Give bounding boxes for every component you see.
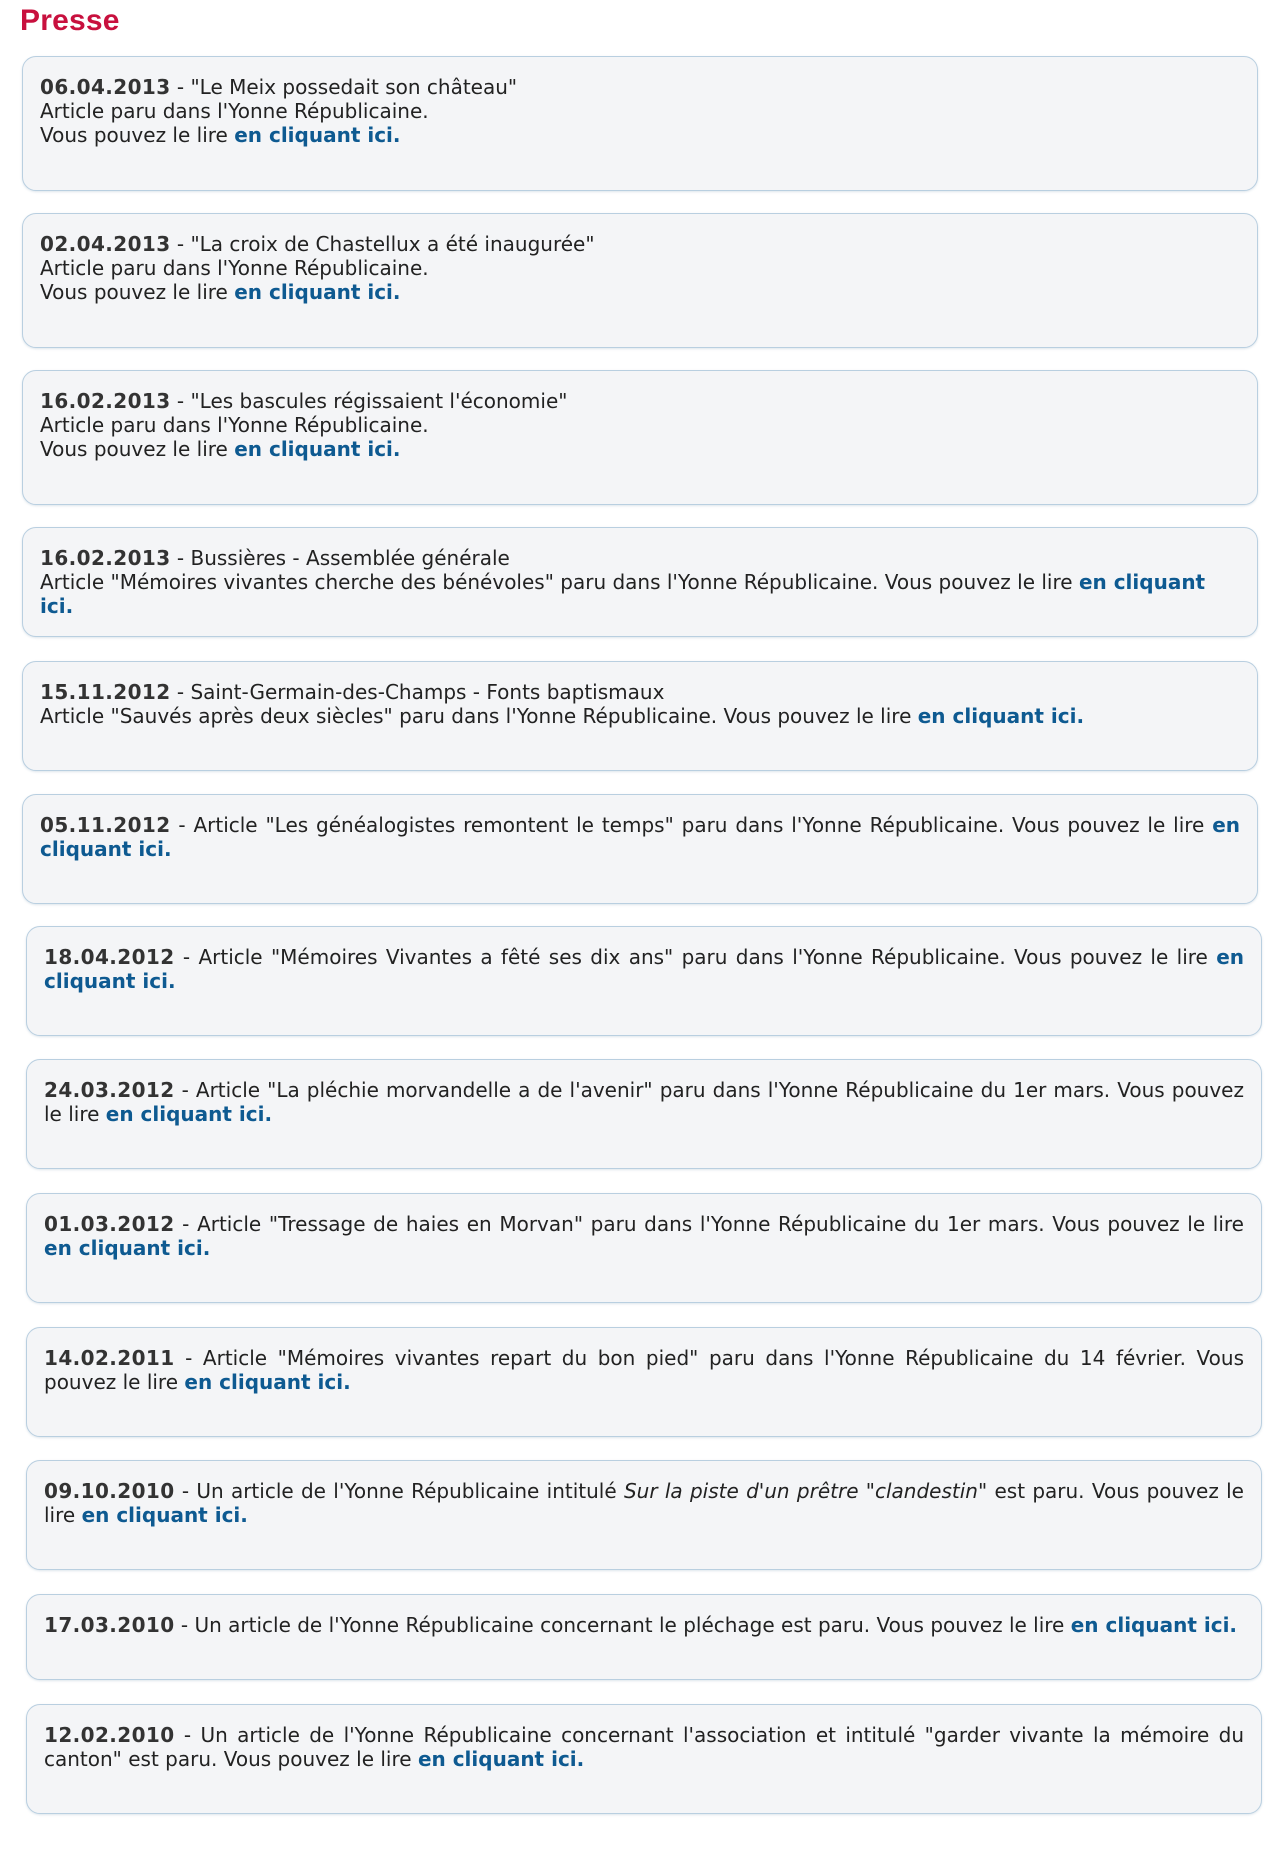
read-article-link[interactable]: en cliquant ici. (1070, 1613, 1238, 1637)
press-article-card (22, 527, 1258, 637)
read-article-link[interactable]: en cliquant ici. (40, 813, 1241, 861)
article-date: 16.02.2013 (40, 546, 171, 570)
read-article-link[interactable]: en cliquant ici. (44, 1236, 211, 1260)
article-text: 24.03.2012 - Article "La pléchie morvandelle a de l'avenir" paru dans l'Yonne Républicaine du 1er mars. Vous pouvez le lire en cliquant ici. (44, 1078, 1244, 1126)
article-read-line: Article "Mémoires vivantes cherche des bénévoles" paru dans l'Yonne Républicaine. Vous pouvez le lire en cliquant ici. (40, 570, 1206, 618)
article-text: 12.02.2010 - Un article de l'Yonne Républicaine concernant l'association et intitulé "garder vivante la mémoire du canton" est paru. Vous pouvez le lire en cliquant ici. (44, 1723, 1244, 1771)
read-article-link[interactable]: en cliquant ici. (81, 1503, 248, 1527)
article-heading: 15.11.2012 - Saint-Germain-des-Champs - Fonts baptismaux (40, 680, 665, 704)
read-article-link[interactable]: en cliquant ici. (105, 1102, 273, 1126)
read-article-link[interactable]: en cliquant ici. (40, 570, 1206, 618)
page-title: Presse (20, 4, 120, 37)
article-text: 05.11.2012 - Article "Les généalogistes remontent le temps" paru dans l'Yonne Républicaine. Vous pouvez le lire en cliquant ici. (40, 813, 1241, 861)
article-headline: "Les bascules régissaient l'économie" (190, 389, 568, 413)
press-article-card (26, 1594, 1262, 1680)
article-date: 17.03.2010 (44, 1613, 175, 1637)
press-article-card (26, 1460, 1262, 1570)
press-article-card (22, 56, 1258, 191)
article-headline: Bussières - Assemblée générale (190, 546, 510, 570)
press-article-card (26, 1059, 1262, 1169)
article-headline: "La croix de Chastellux a été inaugurée" (190, 232, 595, 256)
article-read-line: Vous pouvez le lire en cliquant ici. (40, 280, 401, 304)
article-date: 15.11.2012 (40, 680, 171, 704)
press-article-card (22, 370, 1258, 505)
read-article-link[interactable]: en cliquant ici. (184, 1370, 351, 1394)
press-article-card (22, 661, 1258, 771)
read-article-link[interactable]: en cliquant ici. (417, 1747, 585, 1771)
article-heading: 06.04.2013 - "Le Meix possedait son château" (40, 75, 518, 99)
article-date: 14.02.2011 (44, 1346, 175, 1370)
article-source: Article paru dans l'Yonne Républicaine. (40, 256, 429, 280)
article-date: 05.11.2012 (40, 813, 171, 837)
article-date: 09.10.2010 (44, 1479, 175, 1503)
article-date: 16.02.2013 (40, 389, 171, 413)
press-article-card (26, 926, 1262, 1036)
read-article-link[interactable]: en cliquant ici. (234, 123, 401, 147)
article-date: 12.02.2010 (44, 1723, 175, 1747)
article-heading: 16.02.2013 - "Les bascules régissaient l'économie" (40, 389, 568, 413)
article-date: 18.04.2012 (44, 945, 175, 969)
article-date: 01.03.2012 (44, 1212, 175, 1236)
article-heading: 02.04.2013 - "La croix de Chastellux a été inaugurée" (40, 232, 595, 256)
press-article-card (26, 1193, 1262, 1303)
read-article-link[interactable]: en cliquant ici. (234, 280, 401, 304)
article-date: 02.04.2013 (40, 232, 171, 256)
article-read-line: Vous pouvez le lire en cliquant ici. (40, 437, 401, 461)
article-text: 01.03.2012 - Article "Tressage de haies en Morvan" paru dans l'Yonne Républicaine du 1er mars. Vous pouvez le lire en cliquant ici. (44, 1212, 1244, 1260)
press-article-card (22, 794, 1258, 904)
article-text: 17.03.2010 - Un article de l'Yonne Républicaine concernant le pléchage est paru. Vous pouvez le lire en cliquant ici. (44, 1613, 1238, 1637)
article-text: 14.02.2011 - Article "Mémoires vivantes repart du bon pied" paru dans l'Yonne Républicaine du 14 février. Vous pouvez le lire en cliquant ici. (44, 1346, 1244, 1394)
article-date: 24.03.2012 (44, 1078, 175, 1102)
article-text: 18.04.2012 - Article "Mémoires Vivantes a fêté ses dix ans" paru dans l'Yonne Républicaine. Vous pouvez le lire en cliquant ici. (44, 945, 1245, 993)
press-article-card (26, 1327, 1262, 1437)
article-heading: 16.02.2013 - Bussières - Assemblée générale (40, 546, 510, 570)
article-source: Article paru dans l'Yonne Républicaine. (40, 413, 429, 437)
article-date: 06.04.2013 (40, 75, 171, 99)
article-read-line: Vous pouvez le lire en cliquant ici. (40, 123, 401, 147)
article-title-italic: Sur la piste d'un prêtre "clandestin" (623, 1479, 988, 1503)
read-article-link[interactable]: en cliquant ici. (234, 437, 401, 461)
read-article-link[interactable]: en cliquant ici. (917, 704, 1085, 728)
article-read-line: Article "Sauvés après deux siècles" paru dans l'Yonne Républicaine. Vous pouvez le lire en cliquant ici. (40, 704, 1085, 728)
article-headline: Saint-Germain-des-Champs - Fonts baptismaux (190, 680, 665, 704)
read-article-link[interactable]: en cliquant ici. (44, 945, 1245, 993)
article-text: 09.10.2010 - Un article de l'Yonne Républicaine intitulé Sur la piste d'un prêtre "clandestin" est paru. Vous pouvez le lire en cliquant ici. (44, 1479, 1244, 1527)
press-article-card (26, 1704, 1262, 1814)
article-headline: "Le Meix possedait son château" (190, 75, 518, 99)
press-article-card (22, 213, 1258, 348)
article-source: Article paru dans l'Yonne Républicaine. (40, 99, 429, 123)
